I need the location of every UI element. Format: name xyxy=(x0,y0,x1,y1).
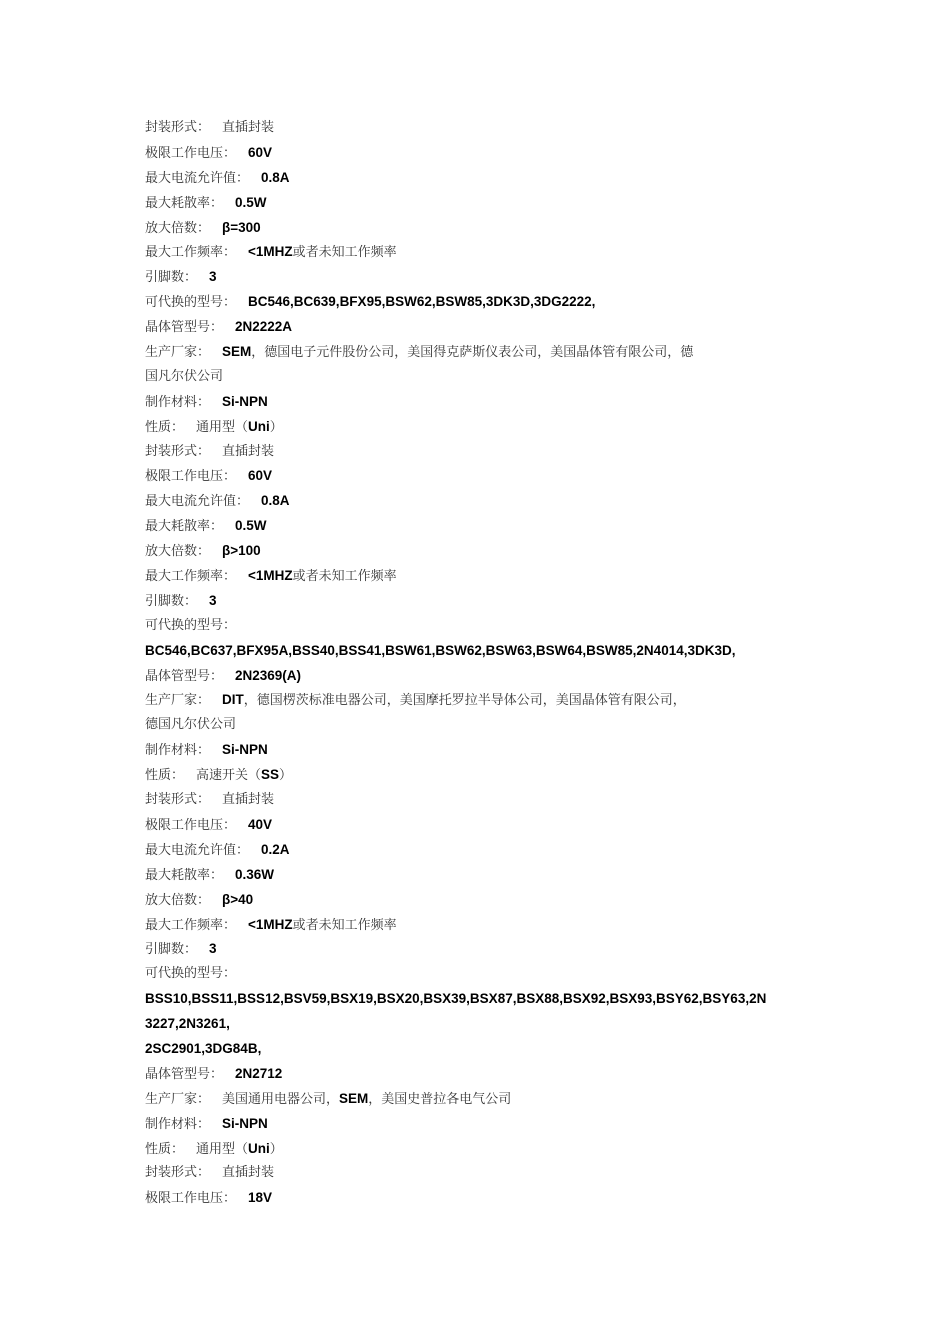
field-value: 3 xyxy=(209,592,217,608)
field-value: 0.2A xyxy=(261,841,290,857)
field-label: 最大耗散率： xyxy=(145,867,224,883)
document-body xyxy=(145,116,835,1211)
text-line xyxy=(145,1012,835,1037)
text-line xyxy=(145,166,835,191)
field-value: 0.36W xyxy=(235,866,275,882)
field-text: 美国通用电器公司， xyxy=(222,1091,340,1107)
text-line xyxy=(145,539,835,564)
field-text: ，美国史普拉各电气公司 xyxy=(368,1091,512,1107)
field-label: 最大电流允许值： xyxy=(145,842,250,858)
field-value: 0.8A xyxy=(261,169,290,185)
text-line xyxy=(145,489,835,514)
text-line xyxy=(145,688,835,713)
text-line xyxy=(145,1037,835,1062)
field-value: <1MHZ xyxy=(248,244,293,260)
text-line xyxy=(145,813,835,838)
field-label: 可代换的型号： xyxy=(145,295,237,311)
field-label: 极限工作电压： xyxy=(145,1191,237,1207)
field-label: 性质： xyxy=(145,768,185,784)
field-text: 德国凡尔伏公司 xyxy=(145,717,237,733)
text-line xyxy=(145,464,835,489)
text-line xyxy=(145,116,835,141)
text-line xyxy=(145,713,835,738)
text-line xyxy=(145,514,835,539)
field-label: 放大倍数： xyxy=(145,220,211,236)
field-text: 国凡尔伏公司 xyxy=(145,368,224,384)
field-label: 晶体管型号： xyxy=(145,320,224,336)
field-label: 最大耗散率： xyxy=(145,195,224,211)
field-label: 制作材料： xyxy=(145,394,211,410)
field-label: 封装形式： xyxy=(145,443,211,459)
field-value: SEM xyxy=(339,1090,369,1106)
text-line xyxy=(145,589,835,614)
text-line xyxy=(145,763,835,788)
field-text: 高速开关（ xyxy=(196,768,262,784)
field-label: 可代换的型号： xyxy=(145,617,237,633)
field-label: 性质： xyxy=(145,1141,185,1157)
text-line xyxy=(145,1186,835,1211)
field-text: 直插封装 xyxy=(222,443,275,459)
text-line xyxy=(145,838,835,863)
field-value: 2N2222A xyxy=(235,319,293,335)
field-label: 最大耗散率： xyxy=(145,519,224,535)
field-value: Uni xyxy=(248,418,270,434)
field-value: DIT xyxy=(222,692,244,708)
text-line xyxy=(145,738,835,763)
text-line xyxy=(145,340,835,365)
field-label: 极限工作电压： xyxy=(145,469,237,485)
text-line xyxy=(145,1062,835,1087)
field-value: β=300 xyxy=(222,219,261,235)
text-line xyxy=(145,390,835,415)
field-label: 最大工作频率： xyxy=(145,569,237,585)
field-label: 放大倍数： xyxy=(145,892,211,908)
field-value: β>100 xyxy=(222,543,261,559)
field-text: ） xyxy=(269,419,283,435)
field-label: 封装形式： xyxy=(145,1165,211,1181)
field-text: ，德国楞茨标准电器公司，美国摩托罗拉半导体公司，美国晶体管有限公司， xyxy=(243,693,686,709)
field-label: 生产厂家： xyxy=(145,693,211,709)
text-line xyxy=(145,1161,835,1186)
field-value: 18V xyxy=(248,1190,273,1206)
field-label: 引脚数： xyxy=(145,270,198,286)
text-line xyxy=(145,440,835,465)
field-value: Si-NPN xyxy=(222,393,268,409)
field-value: Si-NPN xyxy=(222,1115,268,1131)
field-value: 60V xyxy=(248,144,273,160)
field-value: 0.5W xyxy=(235,194,267,210)
text-line xyxy=(145,290,835,315)
text-line xyxy=(145,888,835,913)
field-value: 2N2712 xyxy=(235,1065,283,1081)
field-value: BC546,BC639,BFX95,BSW62,BSW85,3DK3D,3DG2222, xyxy=(248,294,596,310)
text-line xyxy=(145,962,835,987)
text-line xyxy=(145,664,835,689)
text-line xyxy=(145,1112,835,1137)
field-label: 最大工作频率： xyxy=(145,917,237,933)
text-line xyxy=(145,240,835,265)
text-line xyxy=(145,216,835,241)
field-label: 制作材料： xyxy=(145,1116,211,1132)
field-label: 制作材料： xyxy=(145,743,211,759)
field-value: 0.8A xyxy=(261,493,290,509)
text-line xyxy=(145,315,835,340)
field-value: 3227,2N3261, xyxy=(145,1016,230,1032)
field-value: β>40 xyxy=(222,891,254,907)
field-label: 极限工作电压： xyxy=(145,817,237,833)
field-value: SS xyxy=(261,767,280,783)
field-label: 最大电流允许值： xyxy=(145,170,250,186)
text-line xyxy=(145,365,835,390)
field-value: 0.5W xyxy=(235,518,267,534)
field-label: 可代换的型号： xyxy=(145,966,237,982)
field-value: <1MHZ xyxy=(248,568,293,584)
text-line xyxy=(145,639,835,664)
field-text: ） xyxy=(279,768,293,784)
text-line xyxy=(145,415,835,440)
field-value: 3 xyxy=(209,269,217,285)
field-value: 2SC2901,3DG84B, xyxy=(145,1040,262,1056)
field-value: 2N2369(A) xyxy=(235,667,302,683)
text-line xyxy=(145,564,835,589)
field-text: 通用型（ xyxy=(196,419,249,435)
text-line xyxy=(145,191,835,216)
field-label: 性质： xyxy=(145,419,185,435)
field-label: 晶体管型号： xyxy=(145,1066,224,1082)
field-text: 直插封装 xyxy=(222,792,275,808)
field-label: 最大电流允许值： xyxy=(145,494,250,510)
field-label: 放大倍数： xyxy=(145,544,211,560)
field-value: BC546,BC637,BFX95A,BSS40,BSS41,BSW61,BSW62,BSW63,BSW64,BSW85,2N4014,3DK3D, xyxy=(145,642,736,658)
text-line xyxy=(145,141,835,166)
field-text: 或者未知工作频率 xyxy=(292,569,397,585)
field-text: 直插封装 xyxy=(222,120,275,135)
field-text: 或者未知工作频率 xyxy=(292,917,397,933)
field-value: Uni xyxy=(248,1140,270,1156)
text-line xyxy=(145,987,835,1012)
field-label: 最大工作频率： xyxy=(145,245,237,261)
text-line xyxy=(145,937,835,962)
field-value: 40V xyxy=(248,816,273,832)
field-value: BSS10,BSS11,BSS12,BSV59,BSX19,BSX20,BSX39,BSX87,BSX88,BSX92,BSX93,BSY62,BSY63,2N xyxy=(145,991,767,1007)
field-label: 晶体管型号： xyxy=(145,668,224,684)
field-label: 生产厂家： xyxy=(145,345,211,361)
field-value: <1MHZ xyxy=(248,916,293,932)
field-label: 引脚数： xyxy=(145,942,198,958)
field-text: 通用型（ xyxy=(196,1141,249,1157)
text-line xyxy=(145,863,835,888)
text-line xyxy=(145,913,835,938)
field-value: 60V xyxy=(248,468,273,484)
field-label: 极限工作电压： xyxy=(145,145,237,161)
field-label: 封装形式： xyxy=(145,120,211,135)
field-label: 引脚数： xyxy=(145,593,198,609)
field-value: 3 xyxy=(209,941,217,957)
field-label: 生产厂家： xyxy=(145,1091,211,1107)
text-line xyxy=(145,788,835,813)
field-text: 或者未知工作频率 xyxy=(292,245,397,261)
text-line xyxy=(145,1087,835,1112)
text-line xyxy=(145,614,835,639)
field-value: SEM xyxy=(222,344,252,360)
field-text: ） xyxy=(269,1141,283,1157)
text-line xyxy=(145,265,835,290)
field-text: ，德国电子元件股份公司，美国得克萨斯仪表公司，美国晶体管有限公司，德 xyxy=(251,345,694,361)
field-text: 直插封装 xyxy=(222,1165,275,1181)
field-value: Si-NPN xyxy=(222,742,268,758)
text-line xyxy=(145,1137,835,1162)
field-label: 封装形式： xyxy=(145,792,211,808)
